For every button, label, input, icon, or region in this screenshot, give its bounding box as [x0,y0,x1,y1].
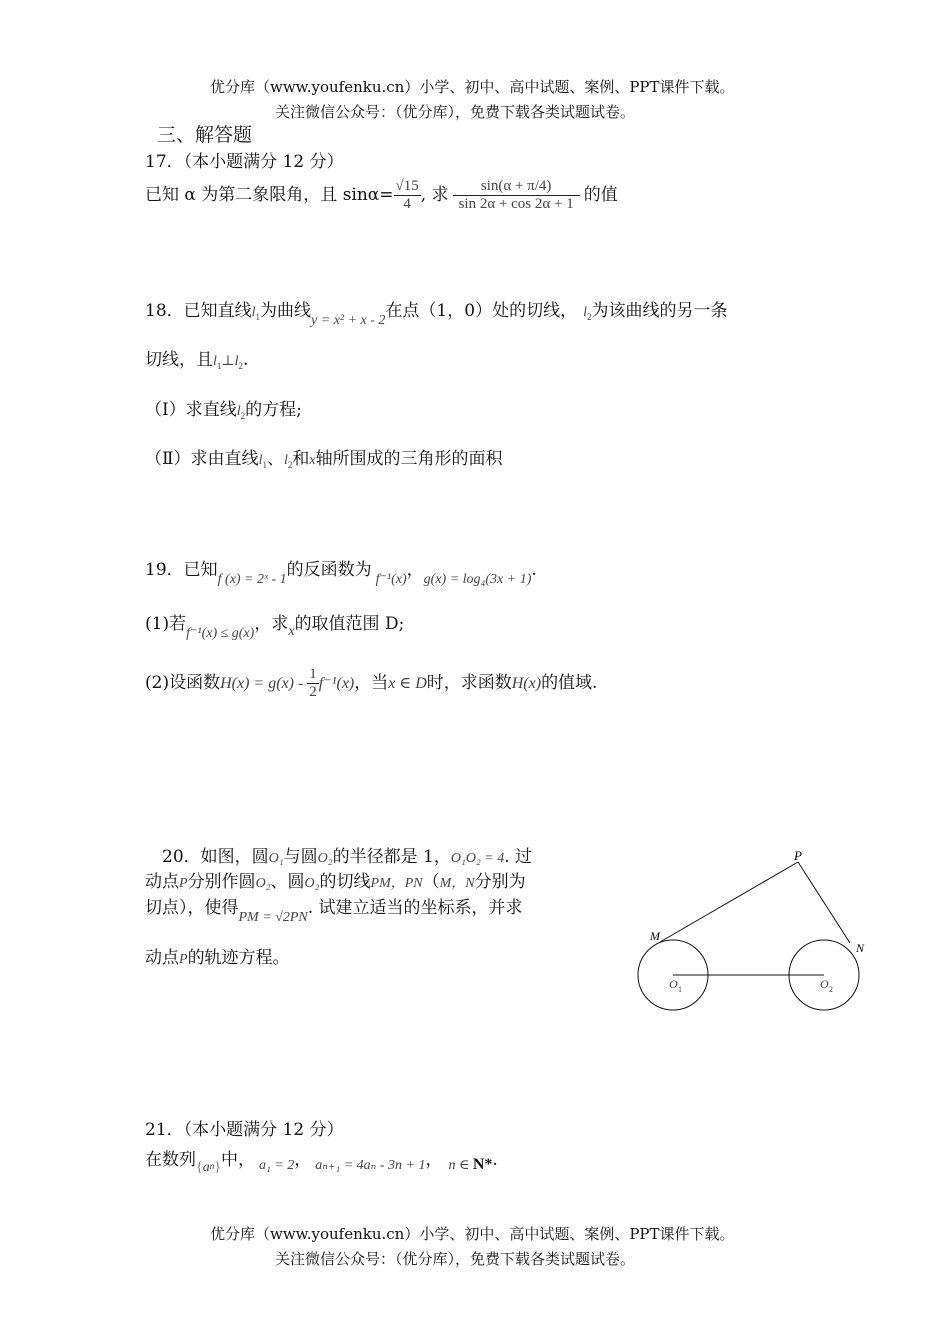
two-circles-figure [630,840,870,1020]
label-o2: O [820,977,829,991]
q19-part-1: (1)若$_{f^{-1}(x) \le g(x)}$，求$_x$的取值范围 D; [145,614,405,641]
label-p: P [794,848,802,863]
q17-heading: 17．（本小题满分 12 分） [145,152,344,172]
q17-text-a: 已知 α 为第二象限角，且 sinα= [145,185,394,205]
tangent-pn [798,862,850,943]
label-n: N [856,941,865,955]
q18-part-2: （Ⅱ）求由直线$l_1$、$l_2$和x轴所围成的三角形的面积 [145,449,503,470]
footer-line-1: 优分库（www.youfenku.cn）小学、初中、高中试题、案例、PPT课件下载。 [210,1225,735,1243]
q17-body [145,178,618,213]
q20-line-4: 动点P的轨迹方程。 [145,948,290,968]
q19-part-2: (2)设函数H(x) = g(x) - $\frac{1}{2}$ f⁻¹(x)，当x ∈ D时，求函数H(x)的值域. [145,666,598,700]
q20-line-2: 动点P分别作圆O₂、圆O₂的切线PM，PN（M，N分别为 [145,872,526,892]
q18-curve: y = x² + x - 2 [311,313,386,328]
q17-fraction: $\frac{\sin(\alpha + \pi/4)}{\sin 2\alpha + \cos 2\alpha + 1}$ [453,178,580,213]
label-o1: O [669,977,678,991]
header-line-1: 优分库（www.youfenku.cn）小学、初中、高中试题、案例、PPT课件下载。 [210,78,735,96]
q20-line-3: 切点），使得$_{PM = √2PN}$. 试建立适当的坐标系，并求 [145,898,523,925]
q19-line-1: 19．已知$_{f (x) = 2ˣ - 1}$的反函数为 $_{f^{-1}(x)}$，$_{g(x) = log_4(3x + 1)}$. [145,560,537,587]
q18-line-1: 18．已知直线$l_1$为曲线$_{y = x^2 + x - 2}$在点（1，0）处的切线， $l_2$为该曲线的另一条 [145,301,728,328]
q17-text-b: , 求 [420,185,449,205]
q21-body: 在数列$_{\{an\}}$中， $_{a_1 = 2}$， $_{a_{n+1} = 4a_n - 3n + 1}$， $_{n \in}$ N*. [145,1150,498,1175]
tangent-pm [660,862,798,942]
label-o1-sub: 1 [678,985,682,994]
q21-heading: 21．（本小题满分 12 分） [145,1120,344,1140]
section-title: 三、解答题 [157,124,253,146]
q20-line-1: 20．如图，圆O₁与圆O₂的半径都是 1，O₁O₂ = 4. 过 [162,847,533,867]
q17-text-c: 的值 [583,185,618,205]
label-m: M [650,929,660,943]
header-line-2: 关注微信公众号：（优分库），免费下载各类试题试卷。 [275,103,636,121]
q18-part-1: （Ⅰ）求直线$l_2$的方程; [145,400,302,421]
label-o2-sub: 2 [829,985,833,994]
footer-line-2: 关注微信公众号：（优分库），免费下载各类试题试卷。 [275,1250,636,1268]
q18-line-2: 切线，且$l_1\perp l_2$. [145,350,249,371]
q17-sin-value: $\frac{√15}{4}$ [395,178,419,212]
